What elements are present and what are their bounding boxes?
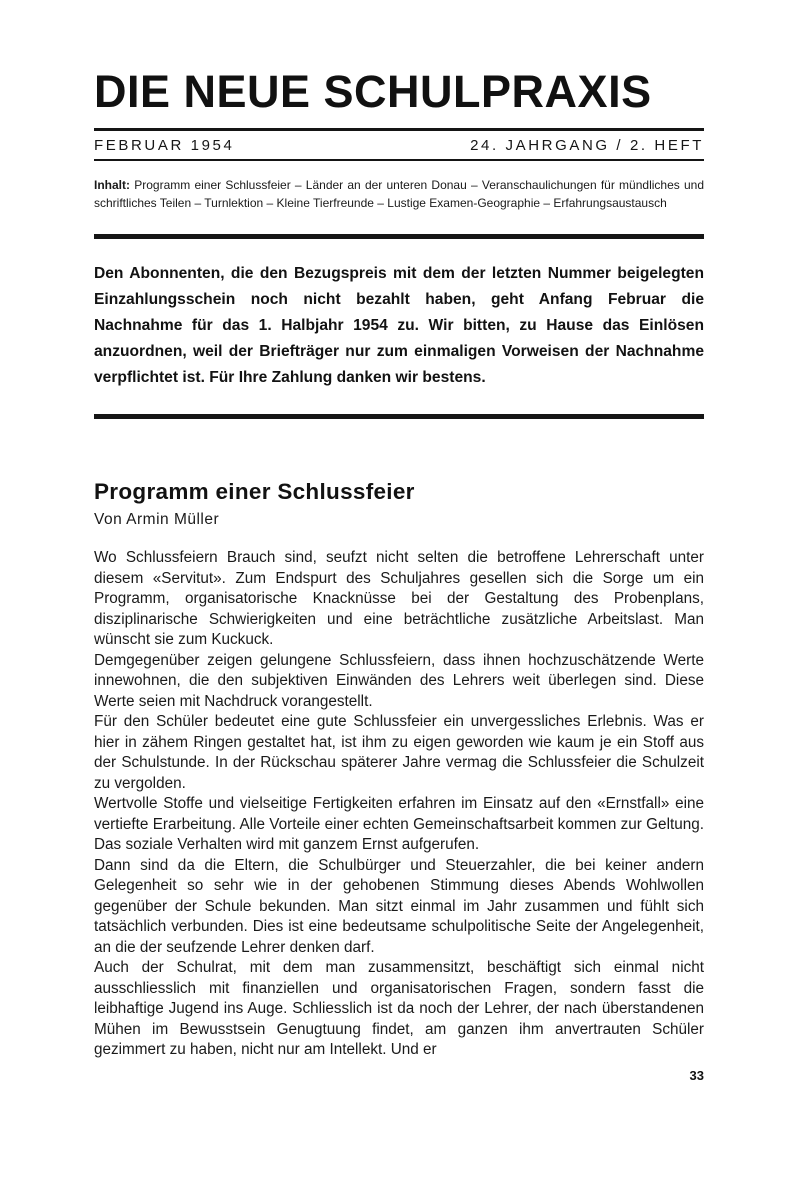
contents-label: Inhalt: (94, 178, 130, 192)
article-title: Programm einer Schlussfeier (94, 479, 415, 504)
issue-volume: 24. JAHRGANG / 2. HEFT (470, 137, 704, 154)
article-paragraph: Für den Schüler bedeutet eine gute Schlussfeier ein unvergessliches Erlebnis. Was er hier in zähem Ringen gestaltet hat, ist ihm zu eigen geworden wie kaum je ein Stoff aus der Schulstunde. In der Rückschau späterer Jahre vermag die Schlussfeier die Schulzeit zu vergolden. (94, 713, 704, 792)
contents-text: Programm einer Schlussfeier – Länder an der unteren Donau – Veranschaulichungen für mündliches und schriftliches Teilen – Turnlektion – Kleine Tierfreunde – Lustige Examen-Geographie – Erfahrungsaustausch (94, 178, 704, 210)
masthead-title: DIE NEUE SCHULPRAXIS (94, 66, 652, 117)
article-paragraph: Wertvolle Stoffe und vielseitige Fertigkeiten erfahren im Einsatz auf den «Ernstfall» eine vertiefte Erarbeitung. Alle Vorteile einer echten Gemeinschaftsarbeit kommen zur Geltung. Das soziale Verhalten wird mit ganzem Ernst aufgerufen. (94, 795, 704, 853)
masthead-rule (94, 128, 704, 131)
notice-rule (94, 414, 704, 419)
issue-rule (94, 159, 704, 161)
article-paragraph: Dann sind da die Eltern, die Schulbürger und Steuerzahler, die bei keiner andern Gelegenheit so sehr wie in der gehobenen Stimmung dieses Abends Wohlwollen gegenüber der Schule bekunden. Man sitzt einmal im Jahr zusammen und fühlt sich tatsächlich verbunden. Dies ist eine bedeutsame schulpolitische Seite der Angelegenheit, an die der seufzende Lehrer denken darf. (94, 856, 704, 956)
issue-date: FEBRUAR 1954 (94, 137, 235, 154)
article-paragraph: Auch der Schulrat, mit dem man zusammensitzt, beschäftigt sich einmal nicht ausschliesslich mit finanziellen und organisatorischen Fragen, sondern fasst die leibhaftige Jugend ins Auge. Schliesslich ist da noch der Lehrer, der nach überstandenen Mühen im Bewusstsein Genugtuung findet, am ganzen ihm anvertrauten Schüler gezimmert zu haben, nicht nur am Intellekt. Und er (94, 959, 704, 1058)
page-number: 33 (689, 1068, 704, 1083)
article-author: Von Armin Müller (94, 511, 220, 528)
article-body (94, 548, 704, 1061)
table-of-contents (94, 176, 704, 212)
subscriber-notice: Den Abonnenten, die den Bezugspreis mit dem der letzten Nummer beigelegten Einzahlungsschein noch nicht bezahlt haben, geht Anfang Februar die Nachnahme für das 1. Halbjahr 1954 zu. Wir bitten, zu Hause das Einlösen anzuordnen, weil der Briefträger nur zum einmaligen Vorweisen der Nachnahme verpflichtet ist. Für Ihre Zahlung danken wir bestens. (94, 265, 704, 386)
article-paragraph: Demgegenüber zeigen gelungene Schlussfeiern, dass ihnen hochzuschätzende Werte innewohnen, die den subjektiven Einwänden des Lehrers weit überlegen sind. Diese Werte seien mit Nachdruck vorangestellt. (94, 651, 704, 710)
article-paragraph: Wo Schlussfeiern Brauch sind, seufzt nicht selten die betroffene Lehrerschaft unter diesem «Servitut». Zum Endspurt des Schuljahres gesellen sich die Sorge um ein Programm, organisatorische Knacknüsse bei der Gestaltung des Probenplans, disziplinarische Schwierigkeiten und eine beträchtliche zusätzliche Arbeitslast. Man wünscht sie zum Kuckuck. (94, 549, 704, 648)
contents-rule (94, 234, 704, 239)
